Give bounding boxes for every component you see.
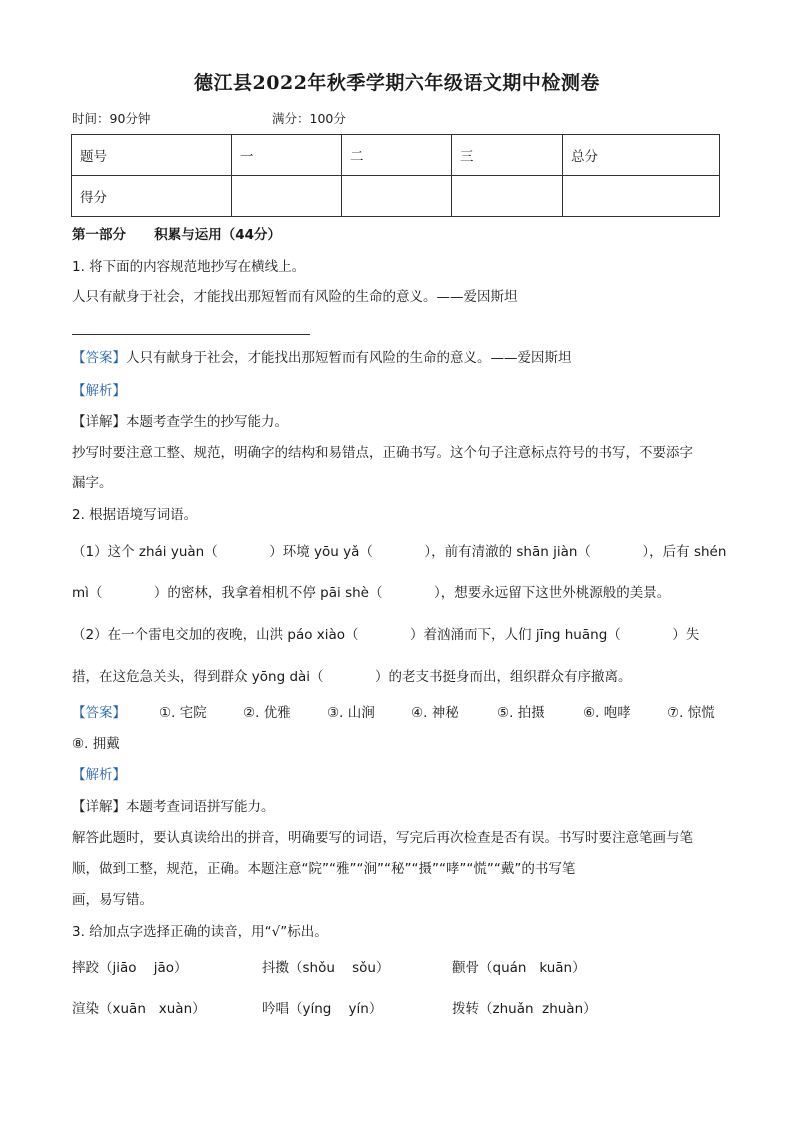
pinyin-option: 抖擞（shǒu sǒu） [262,960,390,976]
explanation-line: 抄写时要注意工整、规范，明确字的结构和易错点，正确书写。这个句子注意标点符号的书写，不要添字 [72,445,693,461]
table-row [72,176,720,217]
answer-item [159,703,207,723]
answer-word: . 咆哮 [595,705,631,721]
question-text-line: （1）这个 zhái yuàn（ ）环境 yōu yǎ（ ），前有清澈的 shān jiàn（ ），后有 shén [72,544,727,560]
question-prompt: 1. 将下面的内容规范地抄写在横线上。 [72,259,306,275]
full-score-label: 满分：100分 [272,111,346,126]
answer-item [497,703,545,723]
analysis-tag: 【解析】 [72,767,126,783]
pinyin-option: 吟唱（yíng yín） [262,1001,383,1017]
explanation-line: 画，易写错。 [72,892,153,908]
explanation-line: 漏字。 [72,475,113,491]
answer-tag: 【答案】 [72,705,126,721]
question-text-line: 措，在这危急关头，得到群众 yōng dài（ ）的老支书挺身而出，组织群众有序撤离。 [72,669,632,685]
answer-row [72,348,572,368]
table-cell: 总分 [563,135,720,176]
detail-tag: 【详解】 [72,799,126,815]
answer-number: ② [243,705,256,721]
answer-number: ① [159,705,172,721]
answer-item [72,734,120,754]
pinyin-option: 拨转（zhuǎn zhuàn） [452,1001,597,1017]
pinyin-option: 摔跤（jiāo jāo） [72,960,188,976]
explanation-line: 顺，做到工整，规范，正确。本题注意“院”“雅”“涧”“秘”“摄”“哮”“慌”“戴”的书写笔 [72,861,576,877]
answer-number: ④ [411,705,424,721]
answer-item [327,703,375,723]
answer-number: ⑤ [497,705,510,721]
answer-number: ③ [327,705,340,721]
table-cell: 二 [342,135,452,176]
answer-word: . 山涧 [339,705,375,721]
table-cell [452,176,563,217]
answer-line [72,334,310,335]
answer-word: . 神秘 [423,705,459,721]
table-cell: 得分 [72,176,232,217]
score-table [71,134,720,217]
explanation-line: 解答此题时，要认真读给出的拼音，明确要写的词语，写完后再次检查是否有误。书写时要注意笔画与笔 [72,830,693,846]
analysis-tag: 【解析】 [72,383,126,399]
answer-item [667,703,715,723]
pinyin-option: 颧骨（quán kuān） [452,960,586,976]
answer-word: . 拍摄 [509,705,545,721]
answer-word: . 惊慌 [679,705,715,721]
page-title: 德江县2022年秋季学期六年级语文期中检测卷 [194,72,600,94]
answer-number: ⑥ [583,705,596,721]
detail-text: 本题考查词语拼写能力。 [126,799,275,815]
question-prompt: 3. 给加点字选择正确的读音，用“√”标出。 [72,924,328,940]
answer-number: ⑧ [72,736,85,752]
question-text-line: mì（ ）的密林，我拿着相机不停 pāi shè（ ），想要永远留下这世外桃源般的美景。 [72,585,671,601]
answer-word: . 优雅 [255,705,291,721]
detail-row [72,797,275,817]
quote-text: 人只有献身于社会，才能找出那短暂而有风险的生命的意义。——爱因斯坦 [72,289,518,305]
table-cell [232,176,342,217]
time-label: 时间：90分钟 [72,111,151,126]
answer-item [583,703,631,723]
question-prompt: 2. 根据语境写词语。 [72,507,198,523]
answer-tag: 【答案】 [72,350,126,366]
answer-item [243,703,291,723]
table-cell: 题号 [72,135,232,176]
pinyin-option: 渲染（xuān xuàn） [72,1001,206,1017]
table-cell [342,176,452,217]
answer-item [411,703,459,723]
table-cell: 一 [232,135,342,176]
detail-row [72,412,288,432]
table-cell: 三 [452,135,563,176]
section-heading: 第一部分 积累与运用（44分） [72,227,281,243]
answer-text: 人只有献身于社会，才能找出那短暂而有风险的生命的意义。——爱因斯坦 [126,350,572,366]
table-cell [563,176,720,217]
detail-tag: 【详解】 [72,414,126,430]
answer-word: . 拥戴 [84,736,120,752]
table-row [72,135,720,176]
question-text-line: （2）在一个雷电交加的夜晚，山洪 páo xiào（ ）着汹涌而下，人们 jīng huāng（ ）失 [72,627,700,643]
answer-word: . 宅院 [171,705,207,721]
detail-text: 本题考查学生的抄写能力。 [126,414,288,430]
answer-number: ⑦ [667,705,680,721]
